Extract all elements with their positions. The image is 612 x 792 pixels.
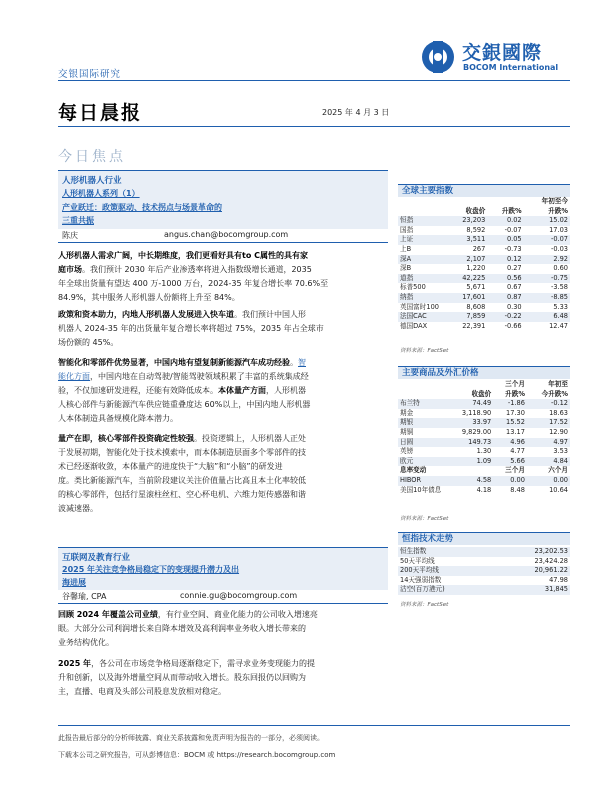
section1-paragraph-1 bbox=[58, 249, 388, 305]
commodity-row bbox=[398, 428, 570, 438]
index-row-close: 1,220 bbox=[466, 264, 486, 273]
section2-author-row bbox=[58, 590, 388, 604]
hsi-row-value: 23,424.28 bbox=[534, 556, 568, 565]
rate-row bbox=[398, 476, 570, 486]
hsi-table bbox=[398, 547, 570, 595]
index-row-ytd: -0.75 bbox=[524, 274, 570, 284]
section1-series-link[interactable]: 人形机器人系列（1） bbox=[62, 189, 140, 198]
col-3m-rate: 三个月 bbox=[505, 466, 525, 475]
rate-row-name: 美国10年债息 bbox=[400, 485, 442, 494]
logo-text-en: BOCOM International bbox=[463, 63, 559, 72]
commodity-row-close: 1.09 bbox=[446, 457, 493, 467]
index-row bbox=[398, 274, 570, 284]
p2-bold: 政策和资本助力，内地人形机器人发展进入快车道 bbox=[58, 310, 234, 319]
bocom-logo-icon bbox=[420, 38, 456, 76]
commodity-row-m3: 4.96 bbox=[493, 438, 527, 448]
index-row-ytd: 12.47 bbox=[549, 321, 568, 330]
hsi-row bbox=[398, 557, 570, 567]
p4-text-2: 于发展初期，智能化处于技术摸索中，而本体制造层面多个零部件的技 bbox=[58, 448, 306, 457]
p3-text-5: 人本体制造具备规模化降本潜力。 bbox=[58, 414, 178, 423]
rate-row-close: 4.58 bbox=[446, 476, 493, 486]
commodity-row-close: 9,829.00 bbox=[461, 427, 492, 436]
research-label: 交银国际研究 bbox=[58, 69, 122, 80]
commodity-row-m3: 13.17 bbox=[506, 427, 525, 436]
section2-header-box bbox=[58, 547, 388, 590]
p3-punct: 。 bbox=[290, 358, 298, 367]
commodity-row-name: 欧元 bbox=[398, 457, 446, 467]
s2p2-text-3: 主，直播、电商及头部公司股息发放相对稳定。 bbox=[58, 687, 226, 696]
indices-panel-title: 全球主要指数 bbox=[398, 184, 570, 197]
section1-author-row bbox=[58, 229, 388, 243]
section2-author: 谷馨瑜, CPA bbox=[62, 592, 107, 601]
commodity-row bbox=[398, 399, 570, 409]
index-row bbox=[398, 216, 570, 226]
s2p1-bold: 回顾 2024 年覆盖公司业绩 bbox=[58, 610, 158, 619]
p4-text-5: 的核心零部件，包括行星滚柱丝杠、空心杯电机、六维力矩传感器和谐 bbox=[58, 490, 306, 499]
index-row-chg: 0.27 bbox=[506, 264, 522, 273]
section1-paragraph-3 bbox=[58, 356, 388, 426]
title-divider bbox=[58, 126, 570, 127]
p1-text: 。我们预计 2030 年后产业渗透率将进入指数级增长通道，2035 bbox=[82, 265, 312, 274]
s2p1-text: ，有行业空间、商业化能力的公司收入增速亮 bbox=[157, 610, 318, 619]
commodity-row-m3: 4.77 bbox=[510, 447, 525, 456]
index-row bbox=[398, 245, 570, 255]
hsi-row bbox=[398, 547, 570, 557]
col-ytd: 年初至今 升跌% bbox=[541, 197, 568, 215]
index-row-chg: -0.66 bbox=[504, 321, 522, 330]
index-row-close: 17,601 bbox=[446, 293, 487, 303]
page-title: 每日晨报 bbox=[58, 102, 143, 124]
section2-headline-link-2[interactable]: 海进展 bbox=[62, 578, 86, 587]
commodity-row bbox=[398, 409, 570, 419]
index-row-close: 7,859 bbox=[446, 312, 487, 322]
commodity-row-ytd: 17.52 bbox=[527, 418, 570, 428]
index-row-ytd: 15.02 bbox=[524, 216, 570, 226]
section2-email[interactable]: connie.gu@bocomgroup.com bbox=[180, 591, 298, 600]
index-row-close: 267 bbox=[472, 244, 486, 253]
p2-text: 。我们预计中国人形 bbox=[234, 310, 306, 319]
col-close: 收盘价 bbox=[465, 206, 486, 215]
index-row-name: 上证 bbox=[398, 235, 446, 245]
index-row-name: 英国富时100 bbox=[400, 302, 439, 311]
rate-row bbox=[398, 486, 570, 496]
hsi-row bbox=[398, 566, 570, 576]
index-row-name: 道指 bbox=[398, 274, 446, 284]
commodity-row-m3: 5.66 bbox=[493, 457, 527, 467]
p1-bold: 人形机器人需求广阔，中长期维度，我们更看好具有to C属性的具有家 bbox=[58, 251, 308, 260]
commodities-table bbox=[398, 380, 570, 495]
commodity-row-ytd: -0.12 bbox=[527, 399, 570, 409]
col-6m-rate: 六个月 bbox=[548, 466, 568, 475]
index-row-name: 上B bbox=[400, 244, 412, 253]
index-row-close: 22,391 bbox=[462, 321, 486, 330]
s2p1-text-2: 眼。大部分公司利润增长来自降本增效及高利润率业务收入增长带来的 bbox=[58, 624, 306, 633]
p3-text-4: 人核心部件与新能源汽车供应链重叠度达 60%以上，中国内地人形机器 bbox=[58, 400, 311, 409]
indices-table bbox=[398, 197, 570, 331]
index-row-ytd: 2.92 bbox=[524, 255, 570, 265]
index-row bbox=[398, 226, 570, 236]
commodity-row-m3: -1.86 bbox=[493, 399, 527, 409]
hsi-row-name: 200天平均线 bbox=[398, 566, 495, 576]
commodity-row-close: 74.49 bbox=[446, 399, 493, 409]
hsi-source: 资料来源：FactSet bbox=[400, 602, 449, 608]
col-close: 收盘价 bbox=[471, 389, 492, 398]
commodity-row-name: 期金 bbox=[400, 408, 414, 417]
commodity-row-ytd: 18.63 bbox=[549, 408, 568, 417]
index-row-ytd: 17.03 bbox=[549, 225, 568, 234]
index-row-ytd: 6.48 bbox=[524, 312, 570, 322]
commodity-row bbox=[398, 438, 570, 448]
commodity-row-close: 1.30 bbox=[476, 447, 492, 456]
index-row-chg: 0.67 bbox=[506, 283, 522, 292]
commodity-row-ytd: 4.84 bbox=[527, 457, 570, 467]
header-divider bbox=[58, 80, 570, 81]
index-row-close: 42,225 bbox=[446, 274, 487, 284]
rates-header-row bbox=[398, 466, 570, 476]
hsi-row-name: 14天强弱指数 bbox=[400, 575, 442, 584]
commodity-row bbox=[398, 447, 570, 457]
commodity-row-ytd: 4.97 bbox=[527, 438, 570, 448]
logo-text-cn: 交銀國際 bbox=[462, 42, 543, 64]
hsi-row-name: 50天平均线 bbox=[400, 556, 435, 565]
p3-text-3a: 验，不仅加速研发进程，还能有效降低成本。 bbox=[58, 386, 218, 395]
index-row-name: 深A bbox=[398, 255, 446, 265]
index-row bbox=[398, 255, 570, 265]
index-row-chg: 0.87 bbox=[487, 293, 523, 303]
p1-bold-2: 庭市场 bbox=[58, 265, 82, 274]
p3-bold: 智能化和零部件优势显著，中国内地有望复制新能源汽车成功经验 bbox=[58, 358, 290, 367]
index-row-chg: -0.07 bbox=[504, 225, 522, 234]
s2p2-text: ，各公司在市场竞争格局逐渐稳定下，需寻求业务变现能力的提 bbox=[91, 659, 316, 668]
indices-header-row bbox=[398, 197, 570, 216]
p2-text-2: 机器人 2024-35 年的出货量年复合增长率将超过 75%，2035 年占全球市 bbox=[58, 324, 324, 333]
index-row bbox=[398, 283, 570, 293]
p4-text-6: 波减速器。 bbox=[58, 504, 98, 513]
report-date: 2025 年 4 月 3 日 bbox=[322, 108, 390, 117]
index-row-chg: 0.05 bbox=[487, 235, 523, 245]
index-row-chg: 0.02 bbox=[487, 216, 523, 226]
index-row-close: 8,608 bbox=[466, 302, 486, 311]
rate-row-m3: 0.00 bbox=[493, 476, 527, 486]
index-row-name: 标普500 bbox=[400, 283, 426, 292]
rate-row-close: 4.18 bbox=[476, 485, 492, 494]
p3-text-2: ，中国内地在自动驾驶/智能驾驶领域积累了丰富的系统集成经 bbox=[90, 372, 309, 381]
section1-headline-link-2[interactable]: 三重共振 bbox=[62, 216, 94, 225]
index-row bbox=[398, 322, 570, 332]
hsi-row-name: 沽空(百万港元) bbox=[398, 585, 495, 595]
index-row-ytd: 5.33 bbox=[553, 302, 568, 311]
commodity-row-ytd: 3.53 bbox=[553, 447, 568, 456]
rate-row-m6: 0.00 bbox=[527, 476, 570, 486]
footer-download[interactable]: 下载本公司之研究报告，可从彭博信息：BOCM 或 https://research.bocomgroup.com bbox=[58, 751, 336, 759]
index-row-ytd: -0.03 bbox=[550, 244, 568, 253]
commodity-row bbox=[398, 457, 570, 467]
commodities-header-row bbox=[398, 380, 570, 399]
index-row-ytd: -3.58 bbox=[550, 283, 568, 292]
index-row-name: 恒指 bbox=[398, 216, 446, 226]
rate-row-name: HIBOR bbox=[398, 476, 446, 486]
index-row bbox=[398, 303, 570, 313]
index-row-close: 23,203 bbox=[446, 216, 487, 226]
index-row bbox=[398, 293, 570, 303]
section2-category: 互联网及教育行业 bbox=[62, 553, 131, 563]
hsi-row-value: 47.98 bbox=[549, 575, 568, 584]
section1-paragraph-2 bbox=[58, 308, 388, 350]
col-3m: 三个月 升跌% bbox=[505, 380, 525, 398]
s2p1-text-3: 业务结构优化。 bbox=[58, 638, 114, 647]
commodities-source: 资料来源：FactSet bbox=[400, 516, 449, 522]
hsi-row-value: 23,202.53 bbox=[495, 547, 570, 557]
index-row-ytd: -8.85 bbox=[524, 293, 570, 303]
section1-header-box bbox=[58, 170, 388, 229]
commodity-row-ytd: 12.90 bbox=[549, 427, 568, 436]
rate-row-m6: 10.64 bbox=[549, 485, 568, 494]
rates-heading: 息率变动 bbox=[400, 466, 427, 475]
index-row-ytd: -0.07 bbox=[524, 235, 570, 245]
index-row bbox=[398, 235, 570, 245]
index-row-close: 2,107 bbox=[446, 255, 487, 265]
bocom-logo bbox=[420, 38, 570, 78]
p3-bold-b: 本体量产方面 bbox=[218, 386, 266, 395]
index-row-name: 国指 bbox=[400, 225, 414, 234]
p4-text: 。投资逻辑上，人形机器人正处 bbox=[194, 434, 306, 443]
col-chg: 升跌% bbox=[501, 206, 522, 215]
p4-text-3: 术已经逐渐收敛，本体量产的进度快于“大脑”和“小脑”的研发进 bbox=[58, 462, 283, 471]
commodity-row-m3: 15.52 bbox=[493, 418, 527, 428]
hsi-row-value: 20,961.22 bbox=[495, 566, 570, 576]
index-row bbox=[398, 312, 570, 322]
footer-disclaimer: 此报告最后部分的分析师披露、商业关系披露和免责声明为报告的一部分，必须阅读。 bbox=[58, 734, 324, 742]
commodity-row bbox=[398, 418, 570, 428]
commodity-row-name: 日圆 bbox=[398, 438, 446, 448]
section2-paragraph-2 bbox=[58, 657, 388, 699]
hsi-row bbox=[398, 576, 570, 586]
p3-link-2[interactable]: 能化方面 bbox=[58, 372, 90, 381]
section1-author: 陈庆 bbox=[62, 231, 78, 240]
p2-text-3: 场份额的 45%。 bbox=[58, 338, 119, 347]
section2-headline-link[interactable]: 2025 年关注竞争格局稳定下的变现提升潜力及出 bbox=[62, 565, 240, 574]
p3-text-3b: ，人形机器 bbox=[266, 386, 306, 395]
index-row-name: 德国DAX bbox=[400, 321, 428, 330]
index-row-name: 深B bbox=[400, 264, 412, 273]
hsi-row-name: 恒生指数 bbox=[398, 547, 495, 557]
s2p2-bold: 2025 年 bbox=[58, 659, 92, 668]
index-row-chg: 0.56 bbox=[487, 274, 523, 284]
indices-source: 资料来源：FactSet bbox=[400, 348, 449, 354]
hsi-row-value: 31,845 bbox=[495, 585, 570, 595]
hsi-panel-title: 恒指技术走势 bbox=[398, 532, 570, 545]
p4-bold: 量产在即，核心零部件投资确定性较强 bbox=[58, 434, 194, 443]
commodity-row-m3: 17.30 bbox=[506, 408, 525, 417]
p4-text-4: 度。类比新能源汽车，当前阶段建议关注价值量占比高且本土化率较低 bbox=[58, 476, 306, 485]
p1-text-3: 84.9%，其中服务人形机器人份额将上升至 84%。 bbox=[58, 293, 240, 302]
col-ytd: 年初至 今升跌% bbox=[541, 380, 568, 398]
commodity-row-name: 期铜 bbox=[400, 427, 414, 436]
commodity-row-name: 布兰特 bbox=[398, 399, 446, 409]
index-row-ytd: 0.60 bbox=[553, 264, 568, 273]
footer-divider bbox=[58, 725, 570, 726]
p1-text-2: 年全球出货量有望达 400 万-1000 万台，2024-35 年复合增长率 70.6%至 bbox=[58, 279, 329, 288]
index-row-close: 5,671 bbox=[466, 283, 486, 292]
index-row bbox=[398, 264, 570, 274]
commodities-panel-title: 主要商品及外汇价格 bbox=[398, 366, 570, 379]
s2p2-text-2: 升和创新，以及海外增量空间从而带动收入增长。股东回报仍以回购为 bbox=[58, 673, 306, 682]
commodity-row-name: 期银 bbox=[398, 418, 446, 428]
index-row-name: 纳指 bbox=[398, 293, 446, 303]
hsi-row bbox=[398, 585, 570, 595]
section1-headline-link[interactable]: 产业跃迁：政策驱动、技术拐点与场景革命的 bbox=[62, 203, 222, 212]
commodity-row-name: 英镑 bbox=[400, 447, 414, 456]
section1-category: 人形机器人行业 bbox=[62, 176, 122, 186]
section1-email[interactable]: angus.chan@bocomgroup.com bbox=[164, 230, 289, 239]
index-row-close: 8,592 bbox=[466, 225, 486, 234]
rate-row-m3: 8.48 bbox=[510, 485, 525, 494]
index-row-chg: -0.22 bbox=[487, 312, 523, 322]
section1-paragraph-4 bbox=[58, 432, 388, 516]
index-row-chg: 0.12 bbox=[487, 255, 523, 265]
section-heading-focus: 今日焦点 bbox=[58, 149, 126, 165]
commodity-row-close: 33.97 bbox=[446, 418, 493, 428]
index-row-close: 3,511 bbox=[446, 235, 487, 245]
section2-paragraph-1 bbox=[58, 608, 388, 650]
index-row-chg: -0.73 bbox=[504, 244, 522, 253]
commodity-row-close: 3,118.90 bbox=[461, 408, 492, 417]
index-row-chg: 0.30 bbox=[506, 302, 522, 311]
p3-link[interactable]: 智 bbox=[298, 358, 306, 367]
commodity-row-close: 149.73 bbox=[446, 438, 493, 448]
index-row-name: 法国CAC bbox=[398, 312, 446, 322]
